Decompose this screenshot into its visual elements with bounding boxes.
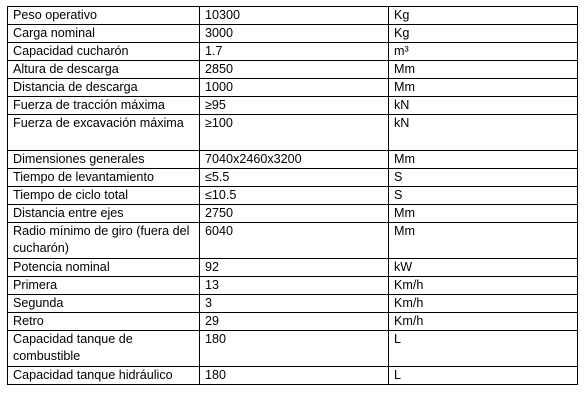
spec-label: Primera (8, 277, 200, 295)
spec-unit: Kg (389, 25, 578, 43)
table-row (8, 223, 578, 259)
spec-label: Tiempo de levantamiento (8, 169, 200, 187)
spec-value: 29 (200, 313, 389, 331)
spec-unit: kW (389, 259, 578, 277)
spec-value: 13 (200, 277, 389, 295)
spec-value: 10300 (200, 7, 389, 25)
spec-value: 92 (200, 259, 389, 277)
table-row (8, 331, 578, 367)
spec-label: Distancia entre ejes (8, 205, 200, 223)
spec-value: 3 (200, 295, 389, 313)
spec-value: 1.7 (200, 43, 389, 61)
spec-label: Distancia de descarga (8, 79, 200, 97)
table-row (8, 25, 578, 43)
spec-label: Capacidad tanque de combustible (8, 331, 200, 367)
spec-unit: L (389, 367, 578, 385)
spec-label: Tiempo de ciclo total (8, 187, 200, 205)
spec-table (7, 6, 578, 385)
spec-unit: S (389, 187, 578, 205)
spec-label: Peso operativo (8, 7, 200, 25)
spec-value: 2750 (200, 205, 389, 223)
spec-value: 6040 (200, 223, 389, 259)
table-row (8, 277, 578, 295)
spec-unit: S (389, 169, 578, 187)
table-row (8, 187, 578, 205)
spec-label: Altura de descarga (8, 61, 200, 79)
spec-value: 2850 (200, 61, 389, 79)
spec-unit: kN (389, 97, 578, 115)
spec-unit: L (389, 331, 578, 367)
spec-value: ≥100 (200, 115, 389, 151)
table-row (8, 313, 578, 331)
table-row (8, 205, 578, 223)
spec-unit: Mm (389, 223, 578, 259)
table-row (8, 259, 578, 277)
spec-value: 1000 (200, 79, 389, 97)
spec-unit: Mm (389, 205, 578, 223)
spec-label: Capacidad cucharón (8, 43, 200, 61)
spec-unit: Kg (389, 7, 578, 25)
table-row (8, 295, 578, 313)
table-row (8, 169, 578, 187)
spec-unit: m³ (389, 43, 578, 61)
table-row (8, 151, 578, 169)
spec-value: 180 (200, 367, 389, 385)
table-row (8, 115, 578, 151)
spec-label: Capacidad tanque hidráulico (8, 367, 200, 385)
spec-value: 3000 (200, 25, 389, 43)
spec-label: Carga nominal (8, 25, 200, 43)
spec-unit: kN (389, 115, 578, 151)
spec-label: Retro (8, 313, 200, 331)
table-row (8, 97, 578, 115)
spec-value: ≤10.5 (200, 187, 389, 205)
spec-unit: Mm (389, 151, 578, 169)
spec-value: ≤5.5 (200, 169, 389, 187)
table-row (8, 7, 578, 25)
spec-label: Dimensiones generales (8, 151, 200, 169)
spec-unit: Km/h (389, 313, 578, 331)
spec-label: Fuerza de tracción máxima (8, 97, 200, 115)
spec-value: ≥95 (200, 97, 389, 115)
table-row (8, 79, 578, 97)
spec-unit: Mm (389, 61, 578, 79)
spec-label: Potencia nominal (8, 259, 200, 277)
spec-value: 180 (200, 331, 389, 367)
spec-value: 7040x2460x3200 (200, 151, 389, 169)
spec-label: Radio mínimo de giro (fuera del cucharón) (8, 223, 200, 259)
table-row (8, 367, 578, 385)
spec-unit: Km/h (389, 277, 578, 295)
table-row (8, 43, 578, 61)
spec-label: Fuerza de excavación máxima (8, 115, 200, 151)
spec-unit: Km/h (389, 295, 578, 313)
spec-unit: Mm (389, 79, 578, 97)
spec-label: Segunda (8, 295, 200, 313)
table-row (8, 61, 578, 79)
